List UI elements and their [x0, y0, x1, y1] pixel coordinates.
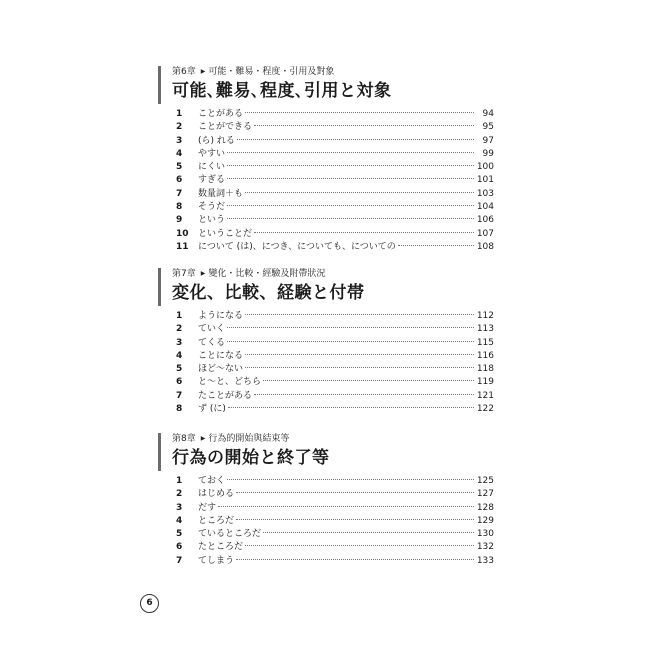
toc-entry[interactable]: 4 ところだ 129 [176, 515, 494, 526]
toc-entry[interactable]: 7 数量詞＋も 103 [176, 188, 494, 199]
chapter-bar [158, 268, 161, 306]
toc-entry[interactable]: 5 にくい 100 [176, 162, 494, 173]
toc-entry[interactable]: 7 たことがある 121 [176, 390, 494, 401]
chapter-label: 第7章 ▶ 變化・比較・經驗及附帶狀況 [172, 269, 326, 279]
toc-entry[interactable]: 6 たところだ 132 [176, 542, 494, 553]
toc-entry[interactable]: 6 と〜と、どちら 119 [176, 377, 494, 388]
triangle-icon: ▶ [200, 270, 206, 277]
toc-entry[interactable]: 4 ことになる 116 [176, 350, 494, 361]
chapter-bar [158, 66, 161, 104]
chapter-title: 変化、比較、経験と付帯 [172, 283, 365, 303]
triangle-icon: ▶ [200, 68, 206, 75]
entry-list [158, 310, 494, 416]
toc-entry[interactable]: 4 やすい 99 [176, 148, 494, 159]
chapter-title: 可能､難易､程度､引用と対象 [172, 81, 392, 101]
entry-list [158, 475, 494, 568]
toc-entry[interactable]: 5 ほど〜ない 118 [176, 364, 494, 375]
triangle-icon: ▶ [200, 435, 206, 442]
chapter-7 [158, 268, 498, 416]
toc-entry[interactable]: 3 (ら) れる 97 [176, 135, 494, 146]
chapter-8 [158, 433, 498, 568]
toc-entry[interactable]: 2 はじめる 127 [176, 489, 494, 500]
chapter-label: 第8章 ▶ 行為的開始與結束等 [172, 434, 290, 444]
toc-entry[interactable]: 1 ようになる 112 [176, 311, 494, 321]
toc-entry[interactable]: 7 てしまう 133 [176, 555, 494, 566]
toc-entry[interactable]: 9 という 106 [176, 215, 494, 226]
toc-entry[interactable]: 8 そうだ 104 [176, 202, 494, 213]
chapter-6 [158, 66, 498, 254]
chapter-title: 行為の開始と終了等 [172, 448, 330, 468]
toc-entry[interactable]: 8 ず (に) 122 [176, 404, 494, 415]
toc-entry[interactable]: 2 ことができる 95 [176, 122, 494, 133]
chapter-header [158, 66, 498, 102]
toc-entry[interactable]: 10 ということだ 107 [176, 228, 494, 239]
toc-entry[interactable]: 1 ておく 125 [176, 476, 494, 486]
toc-entry[interactable]: 1 ことがある 94 [176, 109, 494, 119]
entry-list [158, 108, 494, 254]
toc-entry[interactable]: 5 ているところだ 130 [176, 529, 494, 540]
chapter-header [158, 268, 498, 304]
chapter-header [158, 433, 498, 469]
toc-entry[interactable]: 3 てくる 115 [176, 337, 494, 348]
toc-entry[interactable]: 2 ていく 113 [176, 324, 494, 335]
page-number: 6 [140, 594, 159, 613]
toc-entry[interactable]: 11 について (は)、につき、についても、についての 108 [176, 241, 494, 252]
chapter-bar [158, 433, 161, 471]
toc-entry[interactable]: 3 だす 128 [176, 502, 494, 513]
toc-entry[interactable]: 6 すぎる 101 [176, 175, 494, 186]
chapter-label: 第6章 ▶ 可能・難易・程度・引用及對象 [172, 67, 335, 77]
